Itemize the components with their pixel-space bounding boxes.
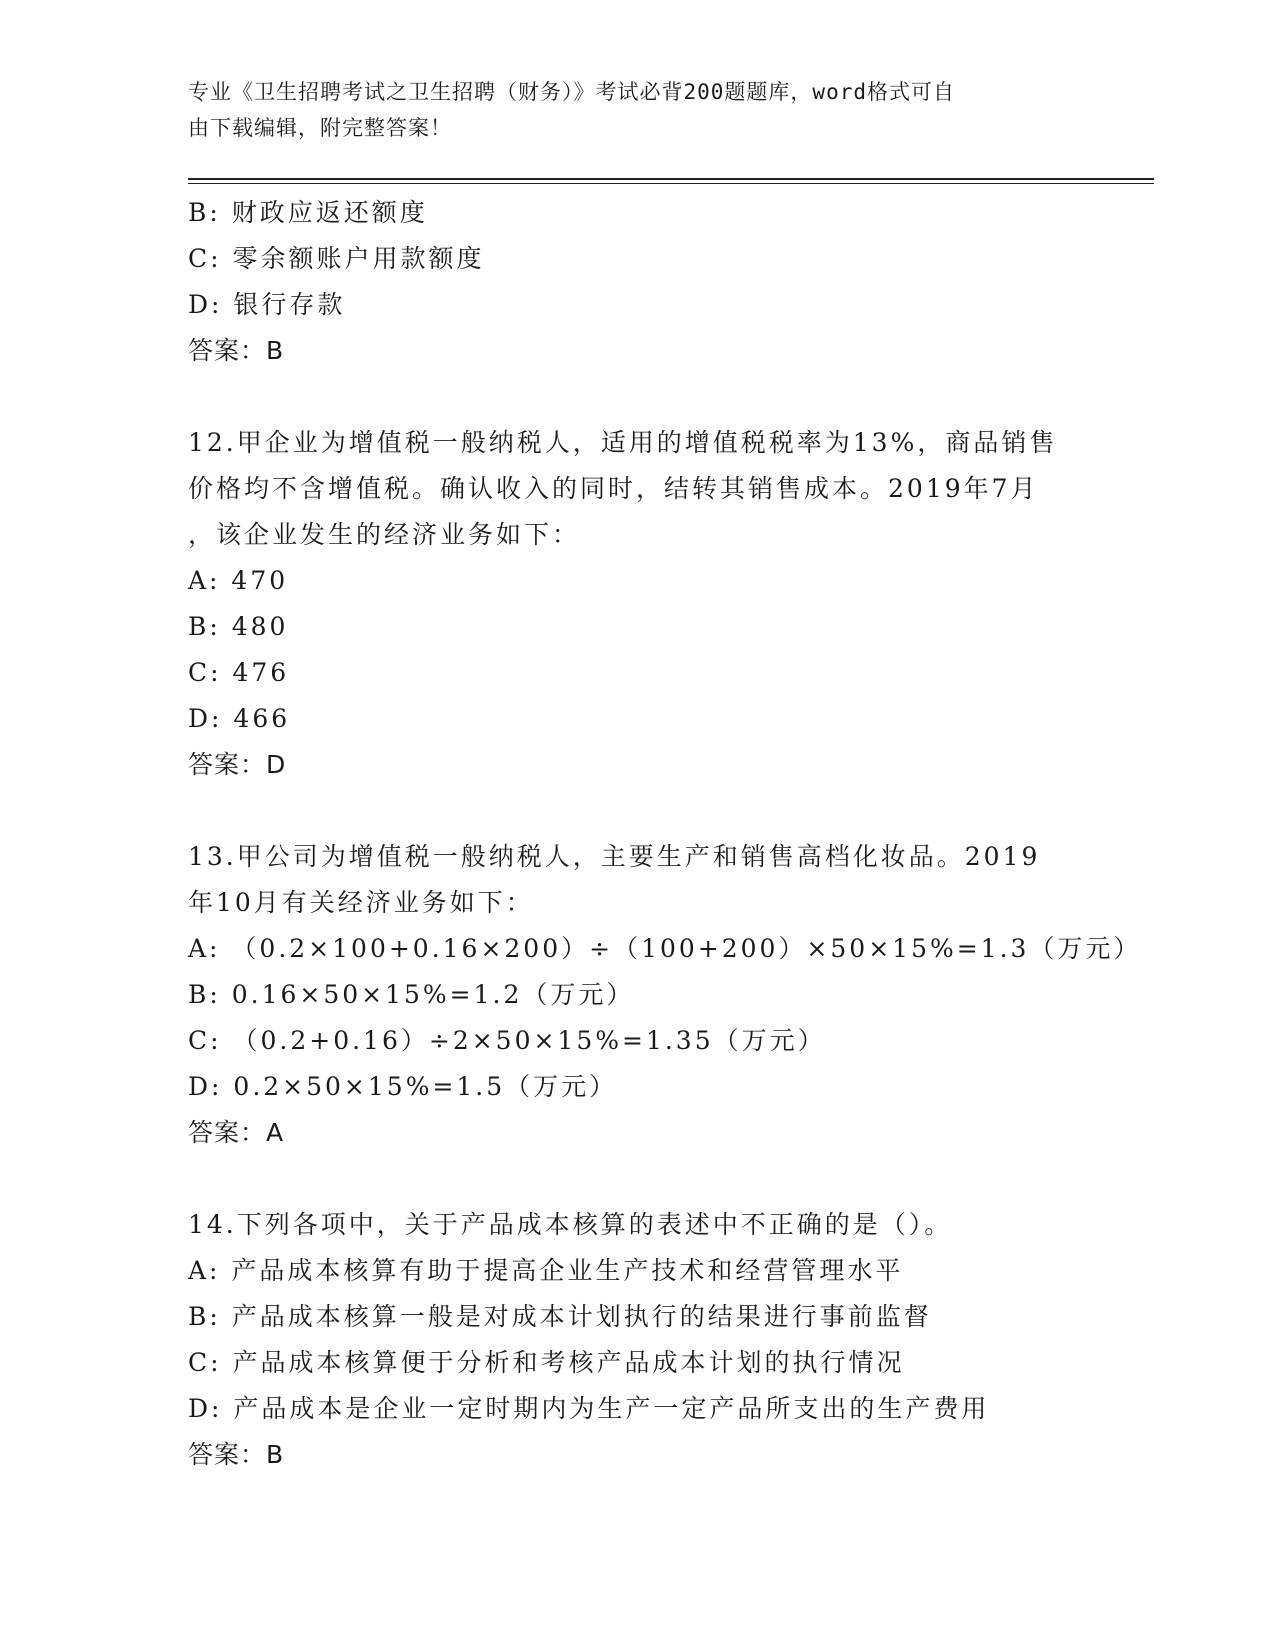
option-b: B: 0.16×50×15%=1.2（万元） <box>188 980 635 1009</box>
option-d: D: 0.2×50×15%=1.5（万元） <box>188 1072 618 1101</box>
header-line: 由下载编辑，附完整答案！ <box>188 116 452 140</box>
question-13 <box>188 834 1142 1156</box>
answer: 答案：B <box>188 336 285 365</box>
answer: 答案：D <box>188 750 287 779</box>
option-b: B: 产品成本核算一般是对成本计划执行的结果进行事前监督 <box>188 1302 932 1331</box>
header-line: 专业《卫生招聘考试之卫生招聘（财务）》考试必背200题题库，word格式可自 <box>188 80 955 104</box>
question-stem: 14.下列各项中，关于产品成本核算的表述中不正确的是（）。 <box>188 1210 953 1239</box>
question-14 <box>188 1202 1088 1478</box>
answer: 答案：A <box>188 1118 285 1147</box>
option-a: A: （0.2×100+0.16×200）÷（100+200）×50×15%=1.3（万元） <box>188 934 1142 963</box>
option-d: D: 银行存款 <box>188 290 346 319</box>
header-divider <box>188 178 1154 180</box>
question-stem: 价格均不含增值税。确认收入的同时，结转其销售成本。2019年7月 <box>188 474 1039 503</box>
option-c: C: 产品成本核算便于分析和考核产品成本计划的执行情况 <box>188 1348 905 1377</box>
answer: 答案：B <box>188 1440 285 1469</box>
question-list <box>188 190 1142 1478</box>
question-stem: 12.甲企业为增值税一般纳税人，适用的增值税税率为13%，商品销售 <box>188 428 1058 457</box>
question-stem: 年10月有关经济业务如下： <box>188 888 534 917</box>
option-c: C: 零余额账户用款额度 <box>188 244 485 273</box>
question-stem: 13.甲公司为增值税一般纳税人，主要生产和销售高档化妆品。2019 <box>188 842 1041 871</box>
option-a: A: 产品成本核算有助于提高企业生产技术和经营管理水平 <box>188 1256 904 1285</box>
option-b: B: 财政应返还额度 <box>188 198 428 227</box>
option-c: C: （0.2+0.16）÷2×50×15%=1.35（万元） <box>188 1026 826 1055</box>
question-12 <box>188 420 1088 788</box>
question-11 <box>188 190 1088 374</box>
option-a: A: 470 <box>188 566 289 595</box>
header-divider-thin <box>188 183 1154 184</box>
option-d: D: 产品成本是企业一定时期内为生产一定产品所支出的生产费用 <box>188 1394 990 1423</box>
option-c: C: 476 <box>188 658 290 687</box>
option-b: B: 480 <box>188 612 289 641</box>
question-stem: ，该企业发生的经济业务如下： <box>188 520 581 549</box>
page-header <box>188 74 1068 146</box>
option-d: D: 466 <box>188 704 291 733</box>
